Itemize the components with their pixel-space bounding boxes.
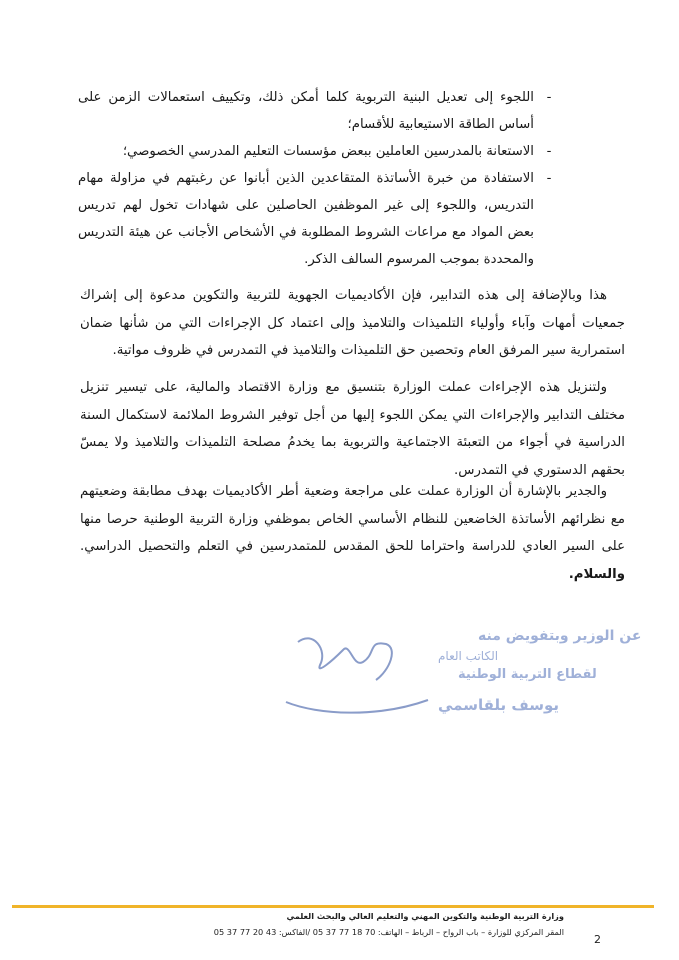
list-item — [78, 165, 556, 273]
bullet-marker: - — [546, 90, 552, 105]
bullet-marker: - — [546, 144, 552, 159]
bullet-marker: - — [546, 171, 552, 186]
signature-stamp — [258, 620, 642, 728]
paragraph-academies-staff — [80, 478, 625, 588]
bullet-text: الاستعانة بالمدرسين العاملين ببعض مؤسسات التعليم المدرسي الخصوصي؛ — [122, 144, 534, 159]
footer-address — [213, 908, 564, 940]
bullet-list — [78, 84, 556, 273]
bullet-text: الاستفادة من خبرة الأساتذة المتقاعدين الذين أبانوا عن رغبتهم في مزاولة مهام التدريس، واللجوء إلى غير الموظفين الحاصلين على شهادات تخول لهم تدريس بعض المواد مع مراعات الشروط المطلوبة في الأشخاص الأجانب عن هيئة التدريس والمحددة بموجب المرسوم السالف الذكر. — [78, 171, 534, 267]
stamp-line-4: يوسف بلقاسمي — [438, 696, 560, 714]
footer-contact: المقر المركزي للوزارة – باب الرواح – الرباط – الهاتف: 70 18 77 37 05 /الفاكس: 43 20 77 37 05 — [213, 927, 564, 937]
footer-ministry: وزارة التربية الوطنية والتكوين المهني والتعليم العالي والبحث العلمي — [286, 911, 564, 921]
handwritten-signature — [286, 638, 428, 712]
stamp-line-2: الكاتب العام — [438, 649, 499, 663]
page-number: 2 — [594, 933, 601, 946]
last-paragraph-text: والجدير بالإشارة أن الوزارة عملت على مراجعة وضعية أطر الأكاديميات بهدف مطابقة وضعيتهم مع نظرائهم الأساتذة الخاضعين للنظام الأساسي الخاص بموظفي وزارة التربية الوطنية حرصا منها على السير العادي للدراسة واحتراما للحق المقدس للمتمدرسين في التعلم والتحصيل الدراسي. — [80, 484, 625, 554]
list-item — [78, 84, 556, 138]
bullet-text: اللجوء إلى تعديل البنية التربوية كلما أمكن ذلك، وتكييف استعمالات الزمن على أساس الطاقة الاستيعابية للأقسام؛ — [78, 90, 534, 132]
paragraph-associations: هذا وبالإضافة إلى هذه التدابير، فإن الأكاديميات الجهوية للتربية والتكوين مدعوة إلى إشراك جمعيات أمهات وآباء وأولياء التلميذات والتلاميذ وإلى اعتماد كل الإجراءات التي من شأنها ضمان استمرارية سير المرفق العام وتحصين حق التلميذات والتلاميذ في التمدرس في ظروف مواتية. — [80, 288, 625, 358]
stamp-line-1: عن الوزير وبتفويض منه — [478, 628, 642, 644]
list-item — [78, 138, 556, 165]
paragraph-implementation: ولتنزيل هذه الإجراءات عملت الوزارة بتنسيق مع وزارة الاقتصاد والمالية، على تيسير تنزيل مختلف التدابير والإجراءات التي يمكن اللجوء إليها من أجل توفير الشروط الملائمة لاستكمال السنة الدراسية في أجواء من التعبئة الاجتماعية والتربوية بما يخدمُ مصلحة التلميذات والتلاميذ ولا يمسّ بحقهم الدستوري في التمدرس. — [80, 380, 625, 478]
stamp-line-3: لقطاع التربية الوطنية — [458, 667, 597, 682]
closing-salutation: والسلام. — [568, 566, 625, 582]
